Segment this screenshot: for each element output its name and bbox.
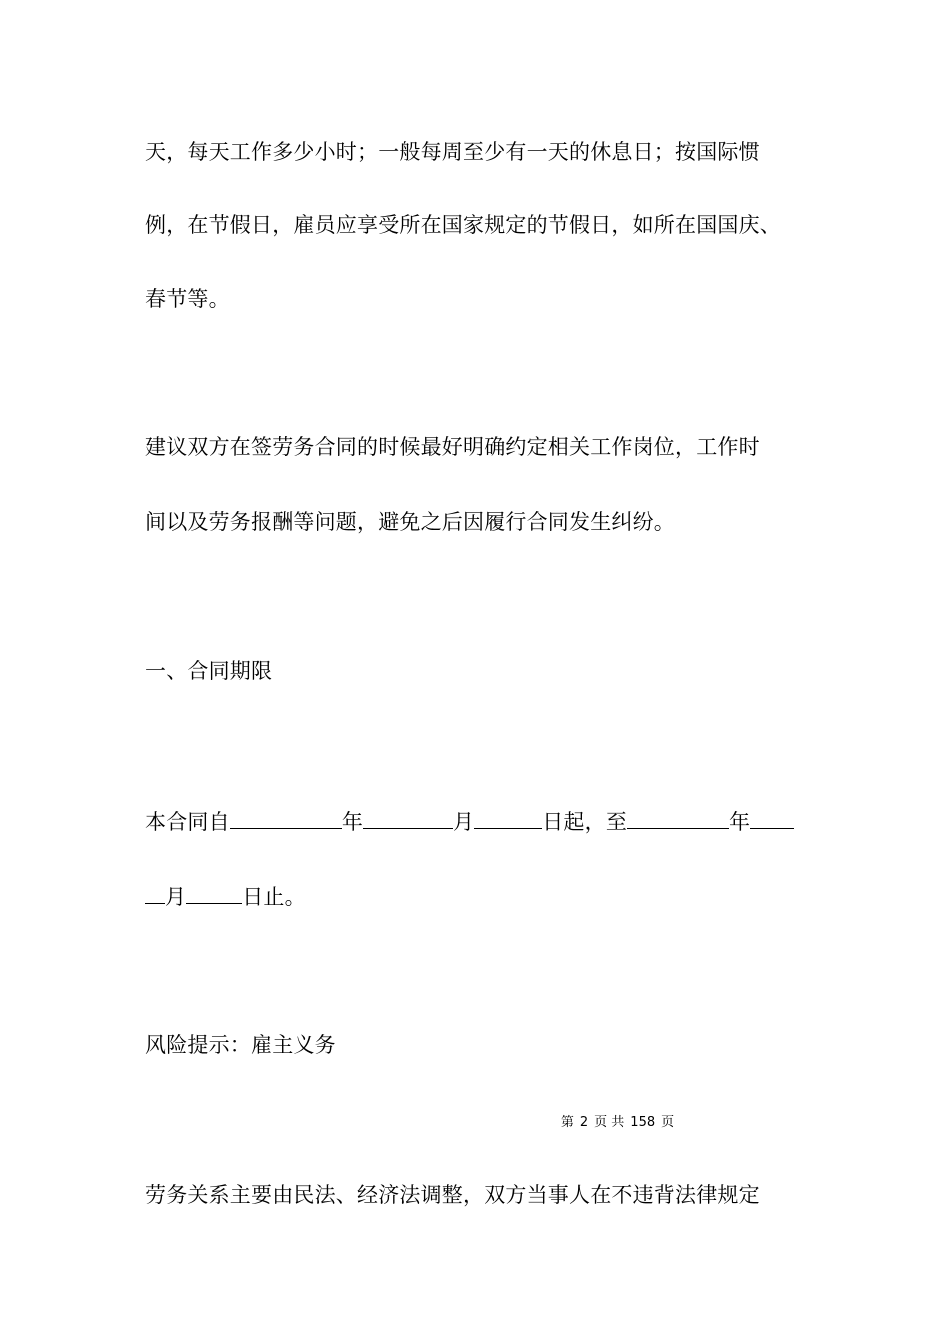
- term-day-label: 日起，至: [542, 810, 628, 834]
- page-footer: [0, 1114, 950, 1132]
- page-total: 158: [630, 1115, 656, 1130]
- day-blank: [186, 883, 242, 904]
- year-blank: [627, 808, 729, 829]
- paragraph-line: 劳务关系主要由民法、经济法调整，双方当事人在不违背法律规定: [145, 1183, 760, 1207]
- term-prefix: 本合同自: [145, 810, 230, 834]
- month-blank: [145, 883, 165, 904]
- paragraph-line: 天，每天工作多少小时；一般每周至少有一天的休息日；按国际惯: [145, 140, 760, 164]
- day-blank: [474, 808, 542, 829]
- term-end-label: 日止。: [242, 885, 306, 909]
- term-year-label: 年: [729, 810, 751, 834]
- term-month-label: 月: [165, 885, 187, 909]
- contract-term-line: [145, 808, 794, 835]
- term-year-label: 年: [341, 810, 364, 834]
- month-blank: [363, 808, 453, 829]
- footer-mid: 页 共: [594, 1115, 625, 1130]
- page-number: 2: [579, 1115, 589, 1130]
- footer-suffix: 页: [661, 1115, 675, 1130]
- paragraph-line: 春节等。: [145, 287, 230, 311]
- month-blank: [750, 808, 794, 829]
- section-heading: 一、合同期限: [145, 659, 273, 683]
- term-month-label: 月: [453, 810, 475, 834]
- paragraph-line: 建议双方在签劳务合同的时候最好明确约定相关工作岗位，工作时: [145, 435, 760, 459]
- paragraph-line: 例，在节假日，雇员应享受所在国家规定的节假日，如所在国国庆、: [145, 213, 781, 237]
- footer-prefix: 第: [560, 1115, 574, 1130]
- contract-term-line: [145, 883, 306, 910]
- paragraph-line: 间以及劳务报酬等问题，避免之后因履行合同发生纠纷。: [145, 510, 675, 534]
- year-blank: [230, 808, 342, 829]
- section-heading: 风险提示：雇主义务: [145, 1033, 336, 1057]
